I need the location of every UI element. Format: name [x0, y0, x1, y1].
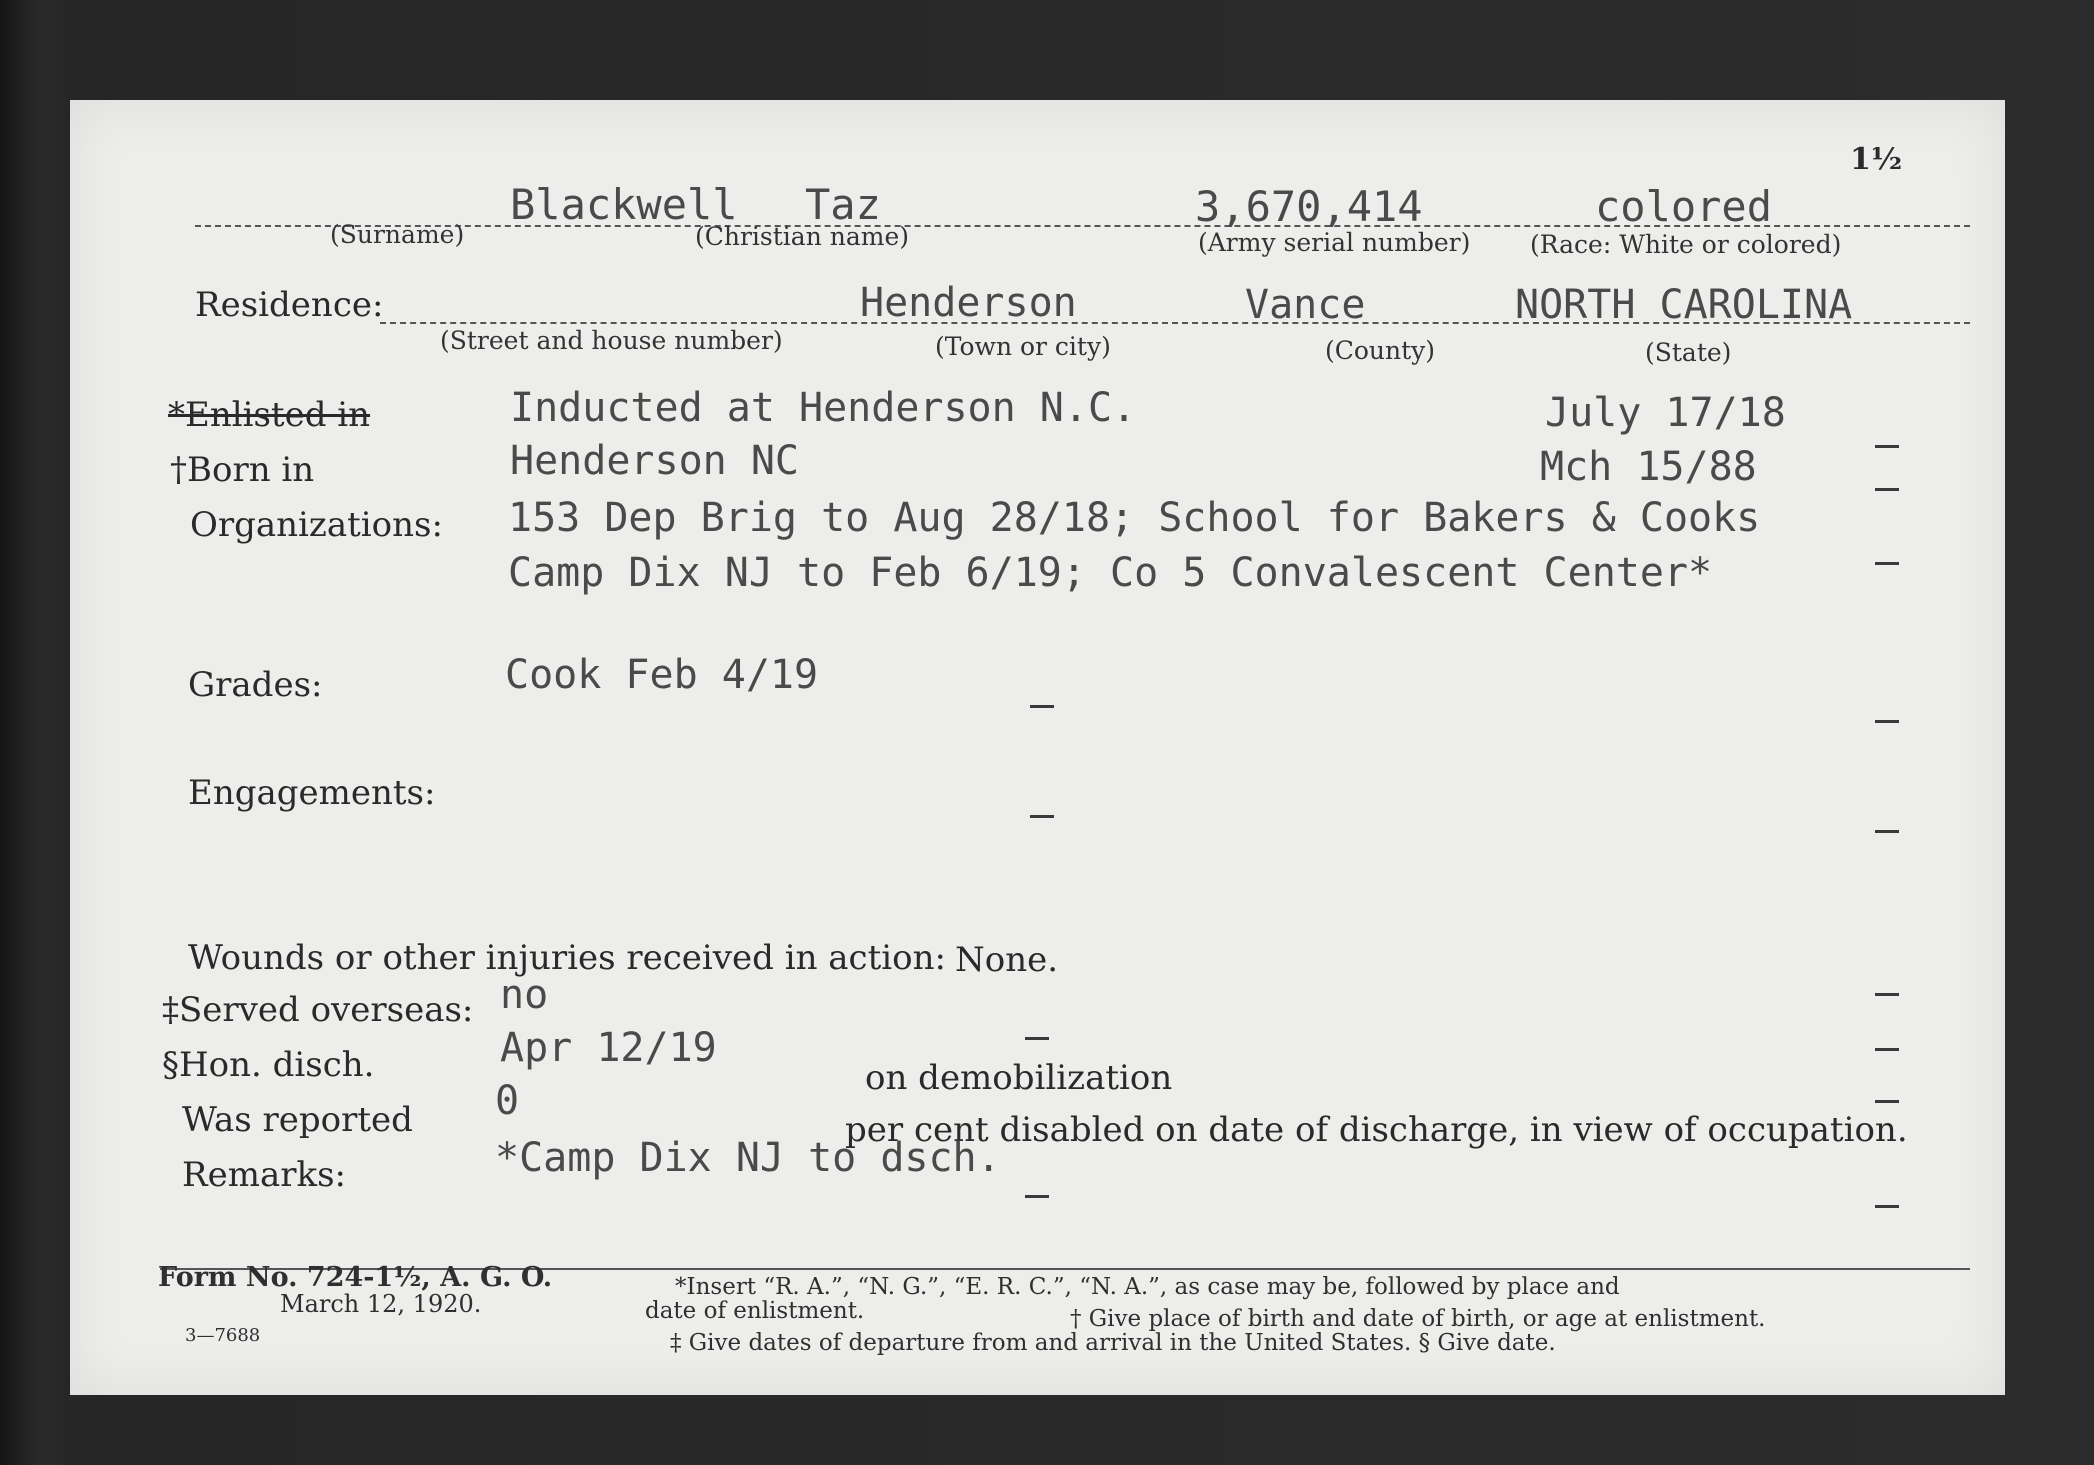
footnote-birth: † Give place of birth and date of birth, or age at enlistment.	[1070, 1306, 1766, 1332]
remarks-value: *Camp Dix NJ to dsch.	[495, 1135, 1001, 1181]
engagements-tick-mark-right	[1875, 830, 1899, 833]
overseas-tick-mark	[1875, 993, 1899, 996]
born-date: Mch 15/88	[1540, 444, 1757, 490]
page-number: 1½	[1850, 142, 1903, 177]
service-record-card	[70, 100, 2005, 1395]
residence-county-value: Vance	[1245, 282, 1366, 328]
christian-caption: (Christian name)	[695, 222, 910, 251]
discharge-tick-mark-center	[1025, 1037, 1049, 1040]
enlisted-label: *Enlisted in	[168, 395, 371, 435]
engagements-tick-mark-center	[1030, 815, 1054, 818]
remarks-label: Remarks:	[182, 1155, 346, 1195]
street-caption: (Street and house number)	[440, 326, 783, 355]
serial-caption: (Army serial number)	[1198, 228, 1471, 257]
state-caption: (State)	[1645, 338, 1732, 367]
race-value: colored	[1595, 182, 1773, 231]
residence-town-value: Henderson	[860, 280, 1077, 326]
organizations-label: Organizations:	[190, 505, 443, 545]
discharge-tick-mark-right	[1875, 1048, 1899, 1051]
overseas-value: no	[500, 972, 549, 1018]
christian-name-value: Taz	[805, 180, 881, 229]
organizations-line-2: Camp Dix NJ to Feb 6/19; Co 5 Convalescent Center*	[508, 550, 1713, 596]
discharge-label: §Hon. disch.	[162, 1045, 375, 1085]
enlisted-value: Inducted at Henderson N.C.	[510, 385, 1137, 431]
residence-label: Residence:	[195, 285, 384, 325]
organizations-line-1: 153 Dep Brig to Aug 28/18; School for Bakers & Cooks	[508, 495, 1761, 541]
reported-tick-mark	[1875, 1100, 1899, 1103]
reported-label: Was reported	[182, 1100, 413, 1140]
discharge-value: Apr 12/19	[500, 1025, 717, 1071]
reported-note: per cent disabled on date of discharge, in view of occupation.	[845, 1110, 1908, 1150]
serial-number-value: 3,670,414	[1195, 182, 1423, 231]
form-number: Form No. 724-1½, A. G. O.	[158, 1262, 553, 1293]
wounds-value: None.	[955, 940, 1059, 980]
grades-value: Cook Feb 4/19	[505, 652, 819, 698]
grades-tick-mark-right	[1875, 720, 1899, 723]
form-date: March 12, 1920.	[280, 1290, 482, 1318]
grades-label: Grades:	[188, 665, 323, 705]
surname-value: Blackwell	[510, 180, 738, 229]
reported-value: 0	[495, 1078, 520, 1124]
county-caption: (County)	[1325, 336, 1436, 365]
grades-tick-mark-center	[1030, 705, 1054, 708]
born-label: †Born in	[170, 450, 315, 490]
residence-state-value: NORTH CAROLINA	[1515, 282, 1853, 328]
footnote-overseas: ‡ Give dates of departure from and arrival in the United States. § Give date.	[670, 1330, 1556, 1356]
organizations-tick-mark	[1875, 562, 1899, 565]
discharge-note: on demobilization	[865, 1058, 1173, 1098]
enlisted-tick-mark	[1875, 445, 1899, 448]
footnote-insert: *Insert “R. A.”, “N. G.”, “E. R. C.”, “N. A.”, as case may be, followed by place and	[675, 1274, 1620, 1300]
race-caption: (Race: White or colored)	[1530, 230, 1842, 259]
born-value: Henderson NC	[510, 438, 799, 484]
footnote-insert-cont: date of enlistment.	[645, 1298, 865, 1324]
engagements-label: Engagements:	[188, 773, 436, 813]
born-tick-mark	[1875, 488, 1899, 491]
remarks-tick-mark-center	[1025, 1195, 1049, 1198]
surname-caption: (Surname)	[330, 220, 465, 249]
overseas-label: ‡Served overseas:	[162, 990, 474, 1030]
enlisted-date: July 17/18	[1545, 390, 1786, 436]
town-caption: (Town or city)	[935, 332, 1111, 361]
wounds-label: Wounds or other injuries received in action:	[188, 938, 946, 978]
remarks-tick-mark-right	[1875, 1205, 1899, 1208]
print-code: 3—7688	[185, 1325, 261, 1346]
